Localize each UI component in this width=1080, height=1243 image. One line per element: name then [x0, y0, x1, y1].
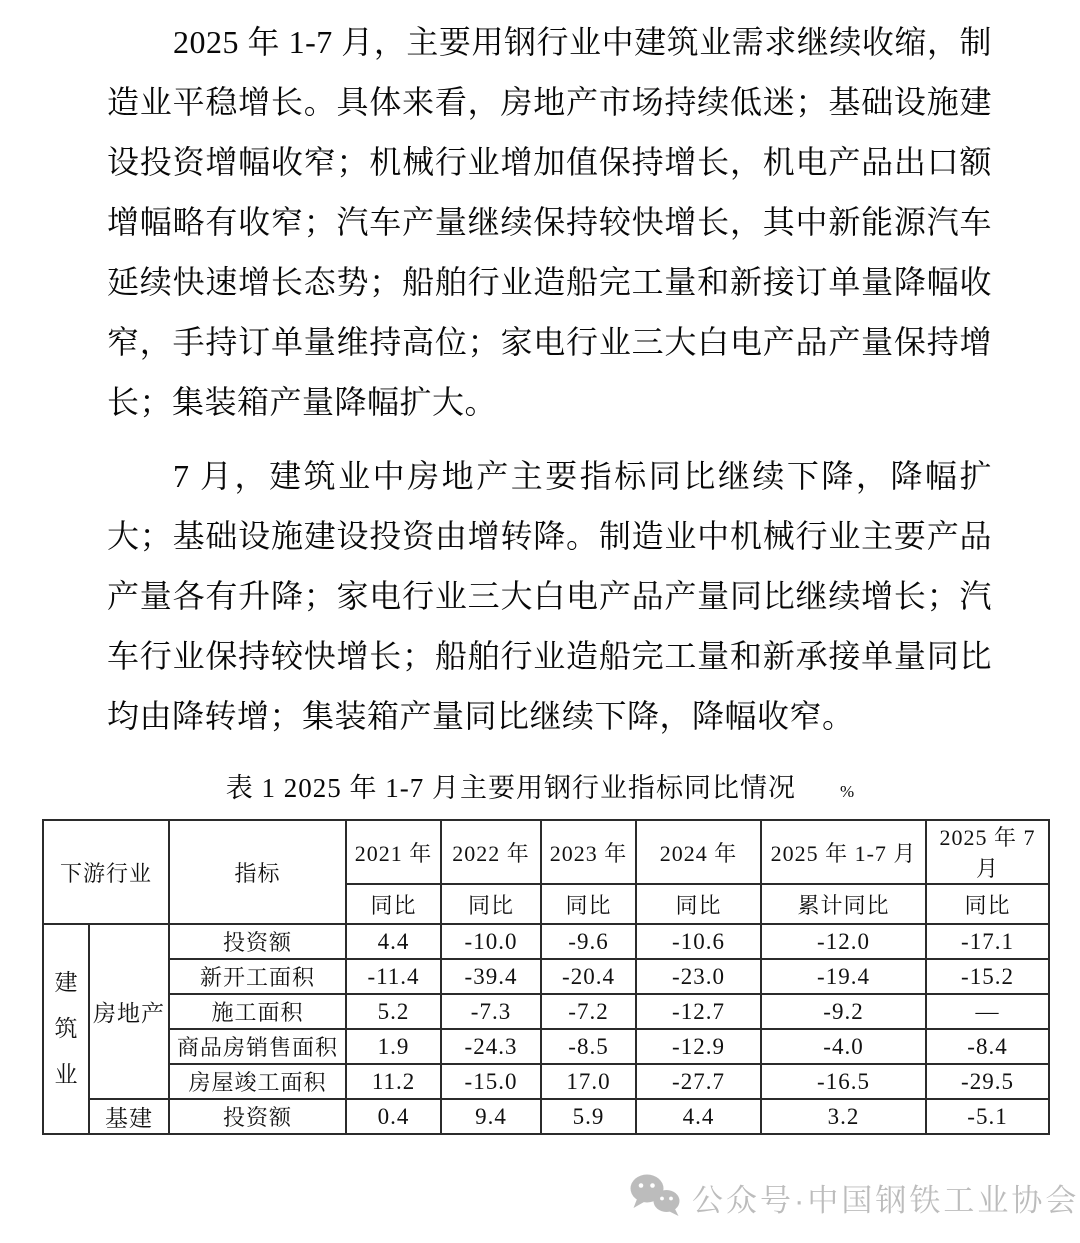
- value-cell: -12.7: [636, 994, 761, 1029]
- value-cell: -29.5: [926, 1064, 1049, 1099]
- header-sub-yoy: 同比: [346, 884, 441, 924]
- value-cell: -17.1: [926, 924, 1049, 959]
- header-industry: 下游行业: [43, 820, 169, 924]
- header-year-2021: 2021 年: [346, 820, 441, 884]
- table-unit-label: %: [840, 782, 855, 801]
- value-cell: -10.6: [636, 924, 761, 959]
- value-cell: -15.2: [926, 959, 1049, 994]
- value-cell: -15.0: [441, 1064, 541, 1099]
- header-year-2023: 2023 年: [541, 820, 636, 884]
- value-cell: -8.5: [541, 1029, 636, 1064]
- table-row: [43, 959, 1049, 994]
- indicator-cell: 房屋竣工面积: [169, 1064, 346, 1099]
- value-cell: 3.2: [761, 1099, 926, 1134]
- value-cell: -9.6: [541, 924, 636, 959]
- table-title-text: 表 1 2025 年 1-7 月主要用钢行业指标同比情况: [225, 773, 797, 803]
- paragraph-2: 7 月，建筑业中房地产主要指标同比继续下降，降幅扩大；基础设施建设投资由增转降。制造业中机械行业主要产品产量各有升降；家电行业三大白电产品产量同比继续增长；汽车行业保持较快增长；船舶行业造船完工量和新承接单量同比均由降转增；集装箱产量同比继续下降，降幅收窄。: [107, 458, 992, 734]
- value-cell: -24.3: [441, 1029, 541, 1064]
- wechat-icon: [628, 1172, 682, 1223]
- value-cell: 5.2: [346, 994, 441, 1029]
- sector-real-estate: 房地产: [89, 924, 169, 1099]
- industry-group-label: 建筑业: [54, 970, 78, 1087]
- value-cell: 5.9: [541, 1099, 636, 1134]
- value-cell: -9.2: [761, 994, 926, 1029]
- value-cell: 4.4: [346, 924, 441, 959]
- header-sub-yoy: 同比: [441, 884, 541, 924]
- table-row: [43, 1099, 1049, 1134]
- indicator-cell: 新开工面积: [169, 959, 346, 994]
- industry-group-cell: [43, 924, 89, 1134]
- indicators-table: [42, 819, 1050, 1135]
- value-cell: -19.4: [761, 959, 926, 994]
- table-row: [43, 1064, 1049, 1099]
- value-cell: 9.4: [441, 1099, 541, 1134]
- value-cell: 0.4: [346, 1099, 441, 1134]
- value-cell: -10.0: [441, 924, 541, 959]
- value-cell: 4.4: [636, 1099, 761, 1134]
- header-year-2022: 2022 年: [441, 820, 541, 884]
- indicator-cell: 施工面积: [169, 994, 346, 1029]
- value-cell: -16.5: [761, 1064, 926, 1099]
- header-sub-cumulative-yoy: 累计同比: [761, 884, 926, 924]
- value-cell: -12.0: [761, 924, 926, 959]
- value-cell: -39.4: [441, 959, 541, 994]
- indicator-cell: 投资额: [169, 1099, 346, 1134]
- value-cell: -7.3: [441, 994, 541, 1029]
- value-cell: -5.1: [926, 1099, 1049, 1134]
- value-cell: -27.7: [636, 1064, 761, 1099]
- header-year-2025-7: 2025 年 7 月: [926, 820, 1049, 884]
- table-title: [0, 766, 1080, 805]
- sector-infrastructure: 基建: [89, 1099, 169, 1134]
- header-sub-yoy: 同比: [541, 884, 636, 924]
- paragraph-1: 2025 年 1-7 月，主要用钢行业中建筑业需求继续收缩，制造业平稳增长。具体来看，房地产市场持续低迷；基础设施建设投资增幅收窄；机械行业增加值保持增长，机电产品出口额增幅略有收窄；汽车产量继续保持较快增长，其中新能源汽车延续快速增长态势；船舶行业造船完工量和新接订单量降幅收窄，手持订单量维持高位；家电行业三大白电产品产量保持增长；集装箱产量降幅扩大。: [107, 24, 992, 420]
- value-cell: 11.2: [346, 1064, 441, 1099]
- value-cell: -23.0: [636, 959, 761, 994]
- table-row: [43, 994, 1049, 1029]
- value-cell: 17.0: [541, 1064, 636, 1099]
- value-cell: -4.0: [761, 1029, 926, 1064]
- header-sub-yoy: 同比: [926, 884, 1049, 924]
- value-cell: 1.9: [346, 1029, 441, 1064]
- value-cell: -8.4: [926, 1029, 1049, 1064]
- value-cell: -12.9: [636, 1029, 761, 1064]
- wechat-watermark: [628, 1172, 1079, 1223]
- header-sub-yoy: 同比: [636, 884, 761, 924]
- header-year-2024: 2024 年: [636, 820, 761, 884]
- indicator-cell: 投资额: [169, 924, 346, 959]
- value-cell: -11.4: [346, 959, 441, 994]
- watermark-text: 公众号·中国钢铁工业协会: [692, 1183, 1080, 1218]
- value-cell: -7.2: [541, 994, 636, 1029]
- header-year-2025-1-7: 2025 年 1-7 月: [761, 820, 926, 884]
- table-row: [43, 924, 1049, 959]
- header-indicator: 指标: [169, 820, 346, 924]
- value-cell: -20.4: [541, 959, 636, 994]
- table-row: [43, 1029, 1049, 1064]
- indicator-cell: 商品房销售面积: [169, 1029, 346, 1064]
- value-cell: —: [926, 994, 1049, 1029]
